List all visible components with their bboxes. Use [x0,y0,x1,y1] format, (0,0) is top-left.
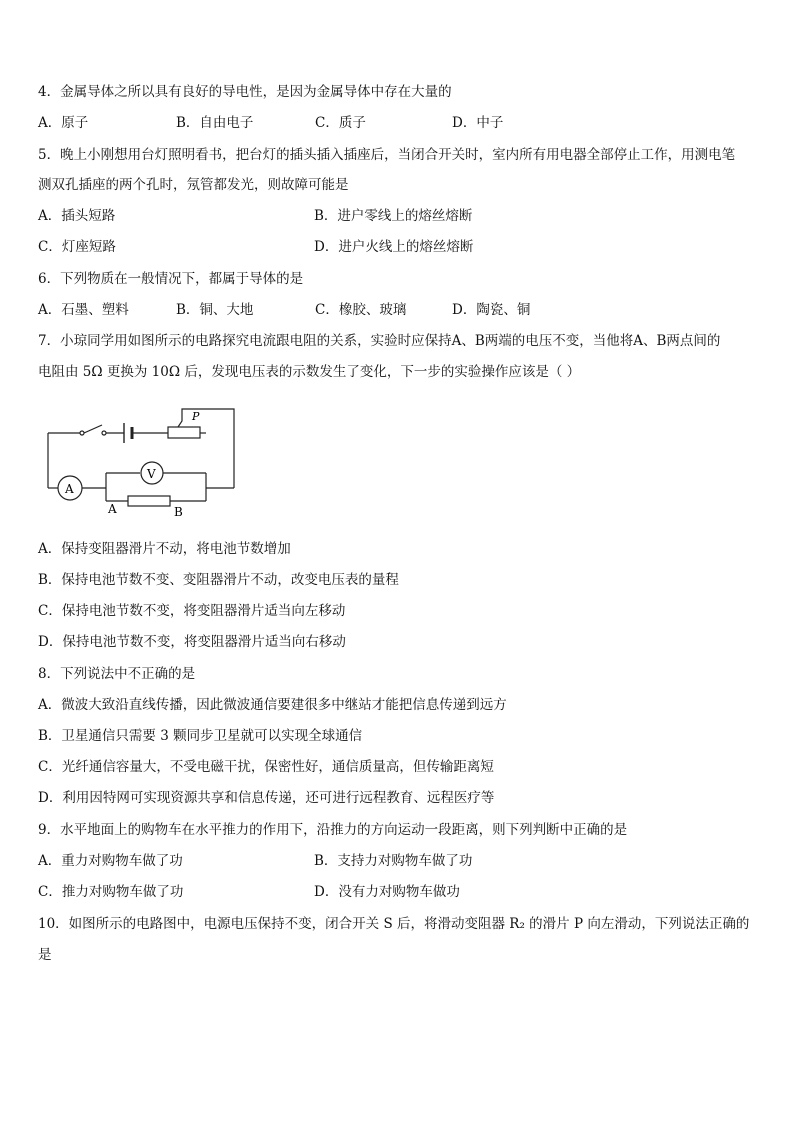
label-ammeter: A [65,482,74,496]
q7-stem-line1: 7．小琼同学用如图所示的电路探究电流跟电阻的关系，实验时应保持A、B两端的电压不变，当他将A、B两点间的 [38,333,721,349]
q4-option-d: D．中子 [452,115,504,131]
q4-option-b: B．自由电子 [176,115,254,131]
switch-blade [84,425,102,433]
label-p: P [192,410,200,423]
q6-option-d: D．陶瓷、铜 [452,302,531,318]
q5-option-b: B．进户零线上的熔丝熔断 [314,208,473,224]
q5-stem-line2: 测双孔插座的两个孔时，氖管都发光，则故障可能是 [38,177,349,193]
q9-option-d: D．没有力对购物车做功 [314,884,460,900]
q7-option-b: B．保持电池节数不变、变阻器滑片不动，改变电压表的量程 [38,572,399,588]
q8-option-d: D．利用因特网可实现资源共享和信息传递，还可进行远程教育、远程医疗等 [38,790,495,806]
q6-option-c: C．橡胶、玻璃 [315,302,407,318]
q9-option-b: B．支持力对购物车做了功 [314,853,473,869]
label-point-b: B [174,505,183,518]
switch-contact-left [80,431,84,435]
q5-option-a: A．插头短路 [38,208,116,224]
q7-option-a: A．保持变阻器滑片不动，将电池节数增加 [38,541,291,557]
q8-option-a: A．微波大致沿直线传播，因此微波通信要建很多中继站才能把信息传递到远方 [38,697,507,713]
q5-option-d: D．进户火线上的熔丝熔断 [314,239,474,255]
q6-option-a: A．石墨、塑料 [38,302,129,318]
q4-option-a: A．原子 [38,115,89,131]
q7-circuit-diagram [40,403,240,518]
q7-option-c: C．保持电池节数不变，将变阻器滑片适当向左移动 [38,603,346,619]
resistor-body [128,496,170,506]
q8-option-b: B．卫星通信只需要 3 颗同步卫星就可以实现全球通信 [38,728,363,744]
switch-contact-right [102,431,106,435]
q10-stem-line2: 是 [38,947,52,963]
q6-stem: 6．下列物质在一般情况下，都属于导体的是 [38,271,304,287]
q9-option-c: C．推力对购物车做了功 [38,884,184,900]
q5-option-c: C．灯座短路 [38,239,116,255]
q8-stem: 8．下列说法中不正确的是 [38,666,196,682]
q7-option-d: D．保持电池节数不变，将变阻器滑片适当向右移动 [38,634,346,650]
q5-stem-line1: 5．晚上小刚想用台灯照明看书，把台灯的插头插入插座后，当闭合开关时，室内所有用电器全部停止工作，用测电笔 [38,147,736,163]
q9-option-a: A．重力对购物车做了功 [38,853,183,869]
rheostat-body [168,427,200,438]
q9-stem: 9．水平地面上的购物车在水平推力的作用下，沿推力的方向运动一段距离，则下列判断中正确的是 [38,822,628,838]
q4-stem: 4．金属导体之所以具有良好的导电性，是因为金属导体中存在大量的 [38,84,452,100]
q8-option-c: C．光纤通信容量大，不受电磁干扰，保密性好，通信质量高，但传输距离短 [38,759,494,775]
q6-option-b: B．铜、大地 [176,302,254,318]
q10-stem-line1: 10．如图所示的电路图中，电源电压保持不变，闭合开关 S 后，将滑动变阻器 R₂ 的滑片 P 向左滑动，下列说法正确的 [38,916,750,932]
label-point-a: A [108,502,117,516]
label-voltmeter: V [147,467,156,481]
q4-option-c: C．质子 [315,115,366,131]
q7-stem-line2: 电阻由 5Ω 更换为 10Ω 后，发现电压表的示数发生了变化，下一步的实验操作应该是（ ） [38,364,581,380]
